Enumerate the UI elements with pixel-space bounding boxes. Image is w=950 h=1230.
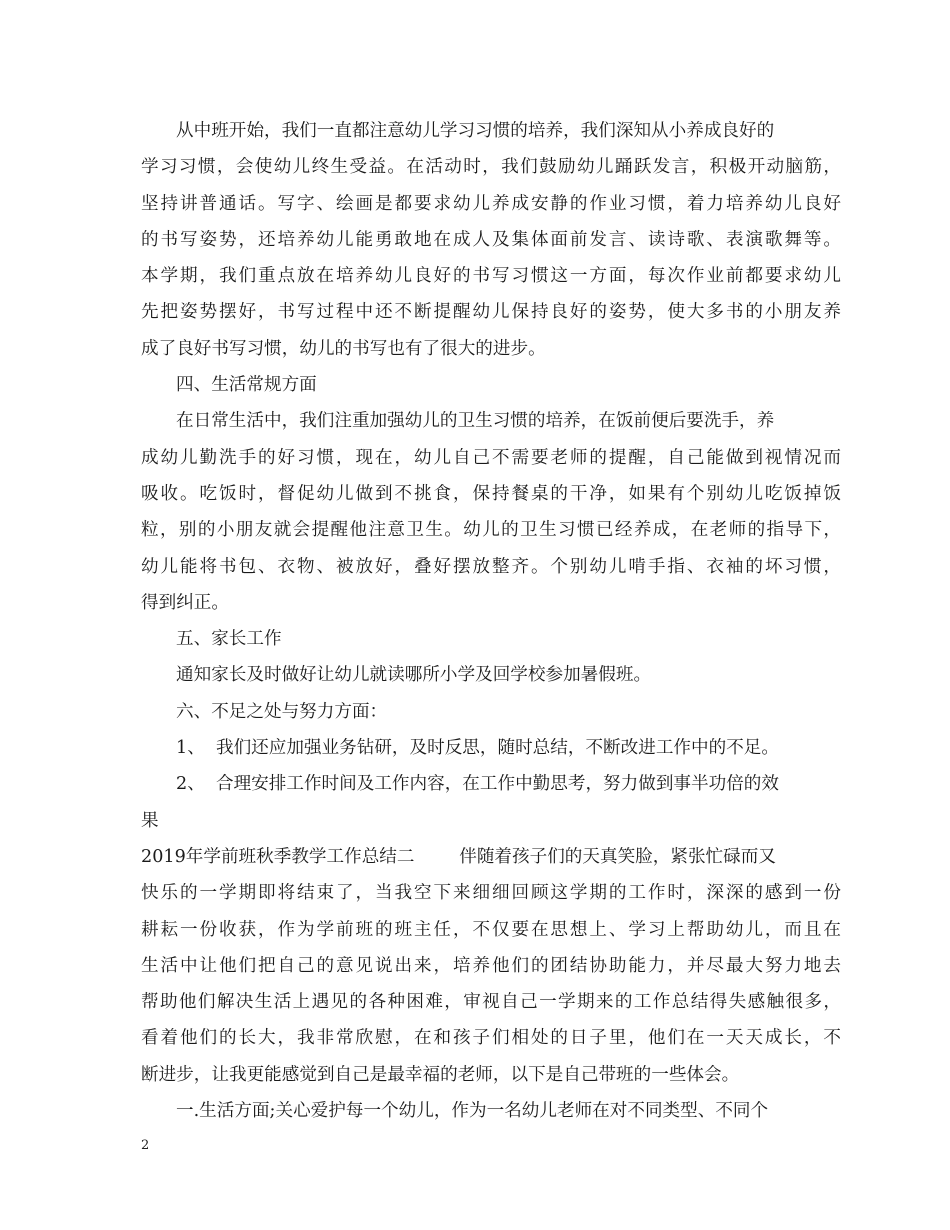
paragraph-line: 断进步，让我更能感觉到自己是最幸福的老师，以下是自己带班的一些体会。 — [141, 1064, 740, 1085]
paragraph-line: 坚持讲普通话。写字、绘画是都要求幼儿养成安静的作业习惯，着力培养幼儿良好 — [141, 193, 841, 214]
paragraph-line: 生活中让他们把自己的意见说出来，培养他们的团结协助能力，并尽最大努力地去 — [141, 955, 841, 976]
paragraph-line: 得到纠正。 — [141, 592, 229, 613]
document-body — [141, 113, 841, 1129]
paragraph-line: 从中班开始，我们一直都注意幼儿学习习惯的培养，我们深知从小养成良好的 — [176, 121, 775, 141]
paragraph-line: 一.生活方面;关心爱护每一个幼儿，作为一名幼儿老师在对不同类型、不同个 — [176, 1101, 769, 1122]
list-item: 1、 我们还应加强业务钻研，及时反思，随时总结，不断改进工作中的不足。 — [176, 738, 779, 759]
paragraph-line: 的书写姿势，还培养幼儿能勇敢地在成人及集体面前发言、读诗歌、表演歌舞等。 — [141, 229, 841, 250]
paragraph-line: 成了良好书写习惯，幼儿的书写也有了很大的进步。 — [141, 338, 546, 359]
paragraph-line: 通知家长及时做好让幼儿就读哪所小学及回学校参加暑假班。 — [176, 665, 652, 686]
paragraph-line: 粒，别的小朋友就会提醒他注意卫生。幼儿的卫生习惯已经养成，在老师的指导下， — [141, 520, 841, 541]
paragraph-line: 耕耘一份收获，作为学前班的班主任，不仅要在思想上、学习上帮助幼儿，而且在 — [141, 919, 841, 940]
paragraph-line: 帮助他们解决生活上遇见的各种困难，审视自己一学期来的工作总结得失感触很多， — [141, 992, 841, 1013]
paragraph-line: 果 — [141, 810, 159, 831]
list-item: 2、 合理安排工作时间及工作内容，在工作中勤思考，努力做到事半功倍的效 — [176, 774, 779, 795]
paragraph-line: 看着他们的长大，我非常欣慰，在和孩子们相处的日子里，他们在一天天成长，不 — [141, 1028, 841, 1049]
page-number: 2 — [141, 1138, 150, 1153]
paragraph-line: 先把姿势摆好，书写过程中还不断提醒幼儿保持良好的姿势，使大多书的小朋友养 — [141, 302, 841, 323]
paragraph-line: 幼儿能将书包、衣物、被放好，叠好摆放整齐。个别幼儿啃手指、衣袖的坏习惯， — [141, 556, 841, 577]
paragraph-line: 2019年学前班秋季教学工作总结二 伴随着孩子们的天真笑脸，紧张忙碌而又 — [141, 846, 776, 867]
paragraph-line: 学习习惯，会使幼儿终生受益。在活动时，我们鼓励幼儿踊跃发言，积极开动脑筋， — [141, 157, 841, 178]
paragraph-line: 成幼儿勤洗手的好习惯，现在，幼儿自己不需要老师的提醒，自己能做到视情况而 — [141, 447, 841, 468]
paragraph-line: 吸收。吃饭时，督促幼儿做到不挑食，保持餐桌的干净，如果有个别幼儿吃饭掉饭 — [141, 483, 841, 504]
section-heading: 六、不足之处与努力方面： — [176, 701, 388, 722]
paragraph-line: 快乐的一学期即将结束了，当我空下来细细回顾这学期的工作时，深深的感到一份 — [141, 883, 841, 904]
section-heading: 五、家长工作 — [176, 629, 282, 650]
paragraph-line: 本学期，我们重点放在培养幼儿良好的书写习惯这一方面，每次作业前都要求幼儿 — [141, 266, 841, 287]
section-heading: 四、生活常规方面 — [176, 375, 317, 396]
paragraph-line: 在日常生活中，我们注重加强幼儿的卫生习惯的培养，在饭前便后要洗手，养 — [176, 411, 775, 432]
